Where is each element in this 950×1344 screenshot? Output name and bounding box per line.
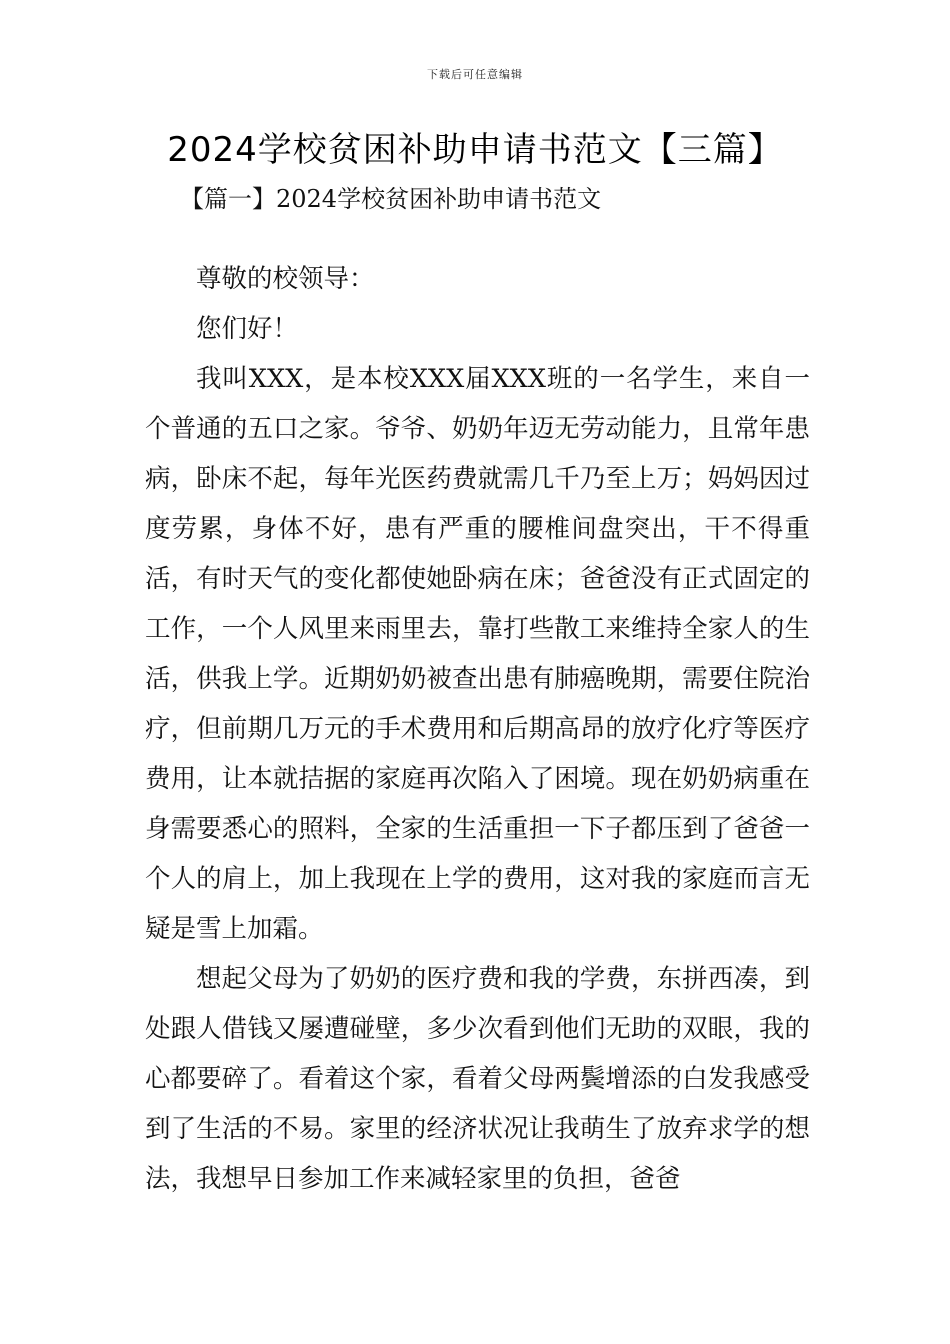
salutation: 尊敬的校领导： [196,264,375,294]
letter-body [145,254,810,1204]
document-title: 2024学校贫困补助申请书范文【三篇】 [167,130,783,170]
body-paragraph-2: 想起父母为了奶奶的医疗费和我的学费，东拼西凑，到处跟人借钱又屡遭碰壁，多少次看到他们无助的双眼，我的心都要碎了。看着这个家，看着父母两鬓增添的白发我感受到了生活的不易。家里的经济状况让我萌生了放弃求学的想法，我想早日参加工作来减轻家里的负担，爸爸 [145,964,810,1194]
section-subtitle: 【篇一】2024学校贫困补助申请书范文 [180,185,602,213]
greeting: 您们好！ [196,314,299,344]
header-note: 下载后可任意编辑 [427,68,523,81]
body-paragraph-1: 我叫XXX，是本校XXX届XXX班的一名学生，来自一个普通的五口之家。爷爷、奶奶年迈无劳动能力，且常年患病，卧床不起，每年光医药费就需几千乃至上万；妈妈因过度劳累，身体不好，患有严重的腰椎间盘突出，干不得重活，有时天气的变化都使她卧病在床；爸爸没有正式固定的工作，一个人风里来雨里去，靠打些散工来维持全家人的生活，供我上学。近期奶奶被查出患有肺癌晚期，需要住院治疗，但前期几万元的手术费用和后期高昂的放疗化疗等医疗费用，让本就拮据的家庭再次陷入了困境。现在奶奶病重在身需要悉心的照料，全家的生活重担一下子都压到了爸爸一个人的肩上，加上我现在上学的费用，这对我的家庭而言无疑是雪上加霜。 [145,364,810,944]
